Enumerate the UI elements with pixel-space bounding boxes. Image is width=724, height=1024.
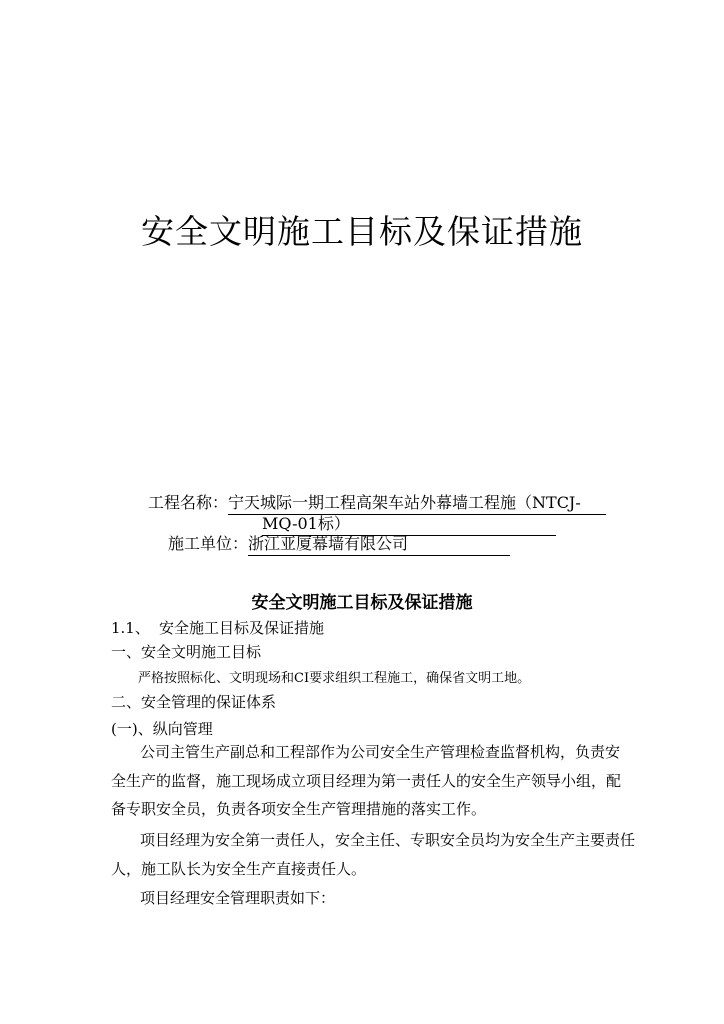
paragraph-1-line-2: 全生产的监督，施工现场成立项目经理为第一责任人的安全生产领导小组，配	[111, 772, 622, 790]
section-1-1	[111, 617, 324, 639]
item-2-heading: 二、安全管理的保证体系	[111, 693, 277, 711]
paragraph-1-line-3: 备专职安全员，负责各项安全生产管理措施的落实工作。	[111, 800, 487, 818]
document-title: 安全文明施工目标及保证措施	[141, 212, 583, 251]
section-title: 安全施工目标及保证措施	[159, 619, 325, 637]
project-name-row	[148, 492, 606, 515]
paragraph-2-line-1: 项目经理为安全第一责任人，安全主任、专职安全员均为安全生产主要责任	[140, 831, 636, 849]
paragraph-2-line-2: 人，施工队长为安全生产直接责任人。	[111, 860, 367, 878]
content-heading: 安全文明施工目标及保证措施	[251, 593, 473, 613]
paragraph-3-line-1: 项目经理安全管理职责如下：	[140, 889, 336, 907]
construction-unit-label: 施工单位：	[168, 534, 249, 553]
project-name-value-continued: MQ-01标）	[262, 513, 556, 536]
item-2-1-heading: (一)、纵向管理	[111, 720, 213, 738]
item-1-heading: 一、安全文明施工目标	[111, 643, 262, 661]
project-name-value: 宁天城际一期工程高架车站外幕墙工程施（NTCJ-	[228, 492, 606, 515]
paragraph-1-line-1: 公司主管生产副总和工程部作为公司安全生产管理检查监督机构，负责安	[140, 743, 621, 761]
construction-unit-value: 浙江亚厦幕墙有限公司	[248, 533, 510, 556]
item-1-text: 严格按照标化、文明现场和CI要求组织工程施工，确保省文明工地。	[138, 671, 531, 686]
construction-unit-row	[168, 533, 510, 556]
project-name-label: 工程名称：	[148, 493, 229, 512]
section-number: 1.1、	[111, 619, 150, 637]
